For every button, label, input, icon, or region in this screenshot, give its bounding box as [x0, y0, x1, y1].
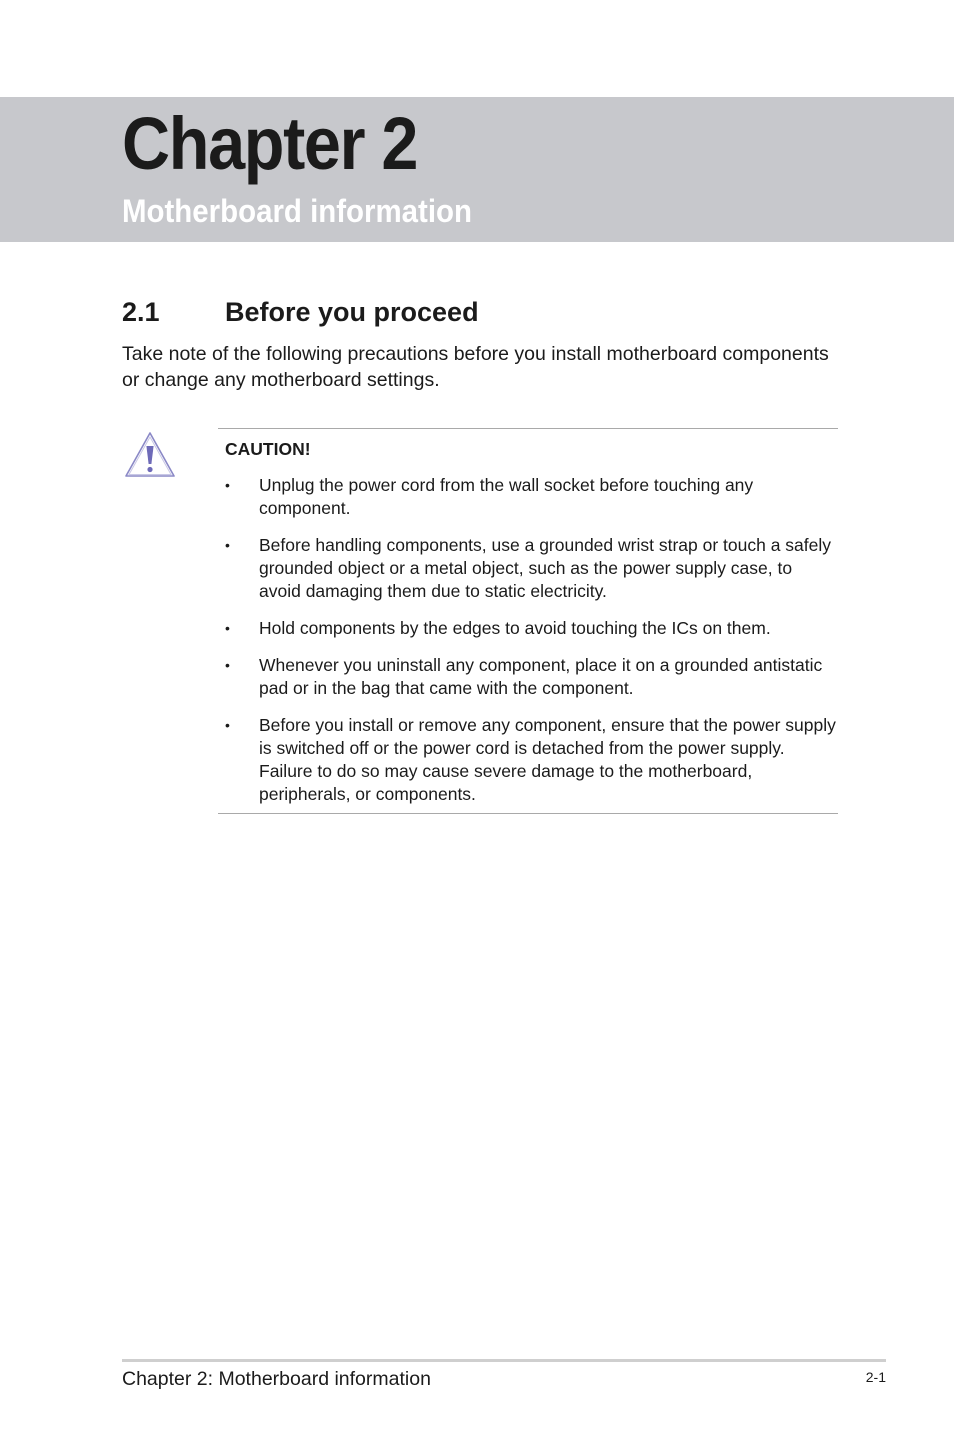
- bullet-marker: •: [225, 657, 230, 673]
- section-number: 2.1: [122, 297, 160, 327]
- section-title: Before you proceed: [225, 297, 479, 327]
- caution-item-text: Hold components by the edges to avoid touching the ICs on them.: [259, 618, 771, 638]
- caution-list-item: [218, 534, 838, 603]
- caution-list: [218, 474, 838, 820]
- bullet-marker: •: [225, 477, 230, 493]
- caution-item-text: Before you install or remove any component, ensure that the power supply is switched off or the power cord is detached from the power supply. Failure to do so may cause severe damage to the motherboard, peripherals, or components.: [259, 715, 836, 804]
- caution-list-item: [218, 654, 838, 700]
- warning-triangle-icon: [123, 430, 177, 480]
- chapter-title: Chapter 2: [122, 102, 418, 185]
- bullet-marker: •: [225, 620, 230, 636]
- footer-divider: [122, 1359, 886, 1362]
- bullet-marker: •: [225, 717, 230, 733]
- page-number: 2-1: [865, 1369, 886, 1385]
- caution-item-text: Unplug the power cord from the wall socket before touching any component.: [259, 475, 754, 518]
- caution-list-item: [218, 474, 838, 520]
- intro-paragraph: Take note of the following precautions before you install motherboard components or change any motherboard settings.: [122, 343, 829, 391]
- caution-title: CAUTION!: [225, 439, 311, 459]
- caution-item-text: Whenever you uninstall any component, place it on a grounded antistatic pad or in the bag that came with the component.: [259, 655, 823, 698]
- bullet-marker: •: [225, 537, 230, 553]
- chapter-subtitle: Motherboard information: [122, 193, 472, 229]
- caution-list-item: [218, 617, 838, 640]
- section-heading: [122, 294, 479, 330]
- caution-box: [218, 428, 838, 814]
- footer-chapter-label: Chapter 2: Motherboard information: [122, 1368, 431, 1390]
- caution-list-item: [218, 714, 838, 806]
- caution-item-text: Before handling components, use a grounded wrist strap or touch a safely grounded object or a metal object, such as the power supply case, to avoid damaging them due to static electricity.: [259, 535, 832, 601]
